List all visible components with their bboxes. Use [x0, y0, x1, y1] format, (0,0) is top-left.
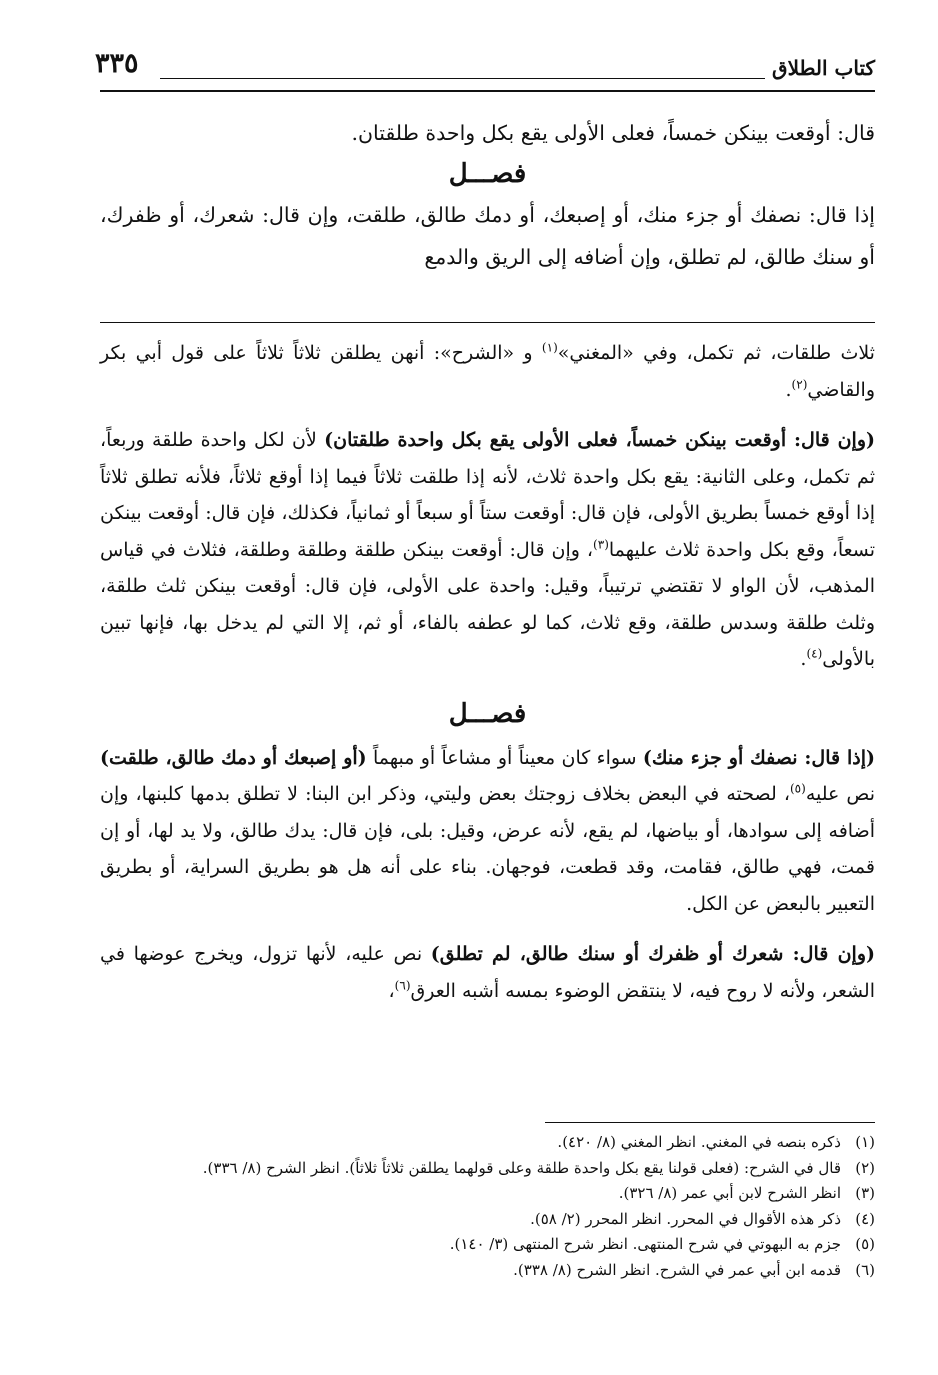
paragraph-gap [100, 922, 875, 936]
commentary-paragraph [100, 936, 875, 1009]
text-run: نص عليه [805, 783, 875, 805]
footnote-text: قدمه ابن أبي عمر في الشرح. انظر الشرح (٨/ ٣٣٨). [513, 1260, 841, 1279]
footnote-number: (٥) [855, 1235, 875, 1253]
footnote-number: (١) [855, 1133, 875, 1151]
footnote-number: (٢) [855, 1158, 875, 1177]
quoted-matn: (وإن قال: شعرك أو ظفرك أو سنك طالق، لم تطلق) [430, 943, 875, 965]
text-run: . [785, 378, 792, 401]
footnote [100, 1232, 875, 1258]
text-run: ، [388, 979, 395, 1002]
footnote [100, 1258, 875, 1284]
commentary-paragraph [100, 740, 875, 923]
main-text [100, 112, 875, 278]
matn-line: قال: أوقعت بينكن خمساً، فعلى الأولى يقع بكل واحدة طلقتان. [351, 121, 875, 145]
text-run: ، لصحته في البعض بخلاف زوجتك بعض وليتي، وذكر ابن البنا: لا تطلق بدمها كلبنها، وإن أضافه إلى سوادها، أو بياضها، لم يقع، لأنه عرض، وقيل: بلى، فإن قال: يدك طالق، ولا يد لها، أو إن قمت، فهي طالق، فقامت، وقد قطعت، فوجهان. بناء على أنه هل هو بطريق السراية، أو بطريق التعبير بالبعض عن الكل. [100, 783, 875, 915]
text-run: ، وإن قال: أوقعت بينكن طلقة وطلقة وطلقة، فثلاث في قياس المذهب، لأن الواو لا تقتضي ترتيباً، وقيل: واحدة على الأولى، فإن قال: أوقعت بينكن ثلث طلقة، وثلث طلقة وسدس طلقة، وقع ثلاث، كما لو عطفه بالفاء، أو ثم، إلا التي لم يدخل بها، فإنها تبين بالأولى [100, 538, 875, 670]
footnote-number: (٣) [855, 1184, 875, 1202]
commentary-separator [100, 322, 875, 323]
footnote [100, 1156, 875, 1182]
footnote-ref: (٦) [394, 978, 411, 993]
footnote-ref: (٣) [593, 537, 609, 552]
header-rule [160, 78, 765, 79]
text-run: و «الشرح»: أنهن يطلقن ثلاثاً ثلاثاً على قول أبي بكر والقاضي [100, 342, 875, 401]
footnote-ref: (٢) [791, 377, 808, 392]
section-heading: فصـــل [448, 159, 527, 189]
footnote-ref: (١) [541, 340, 558, 355]
quoted-matn: (أو إصبعك أو دمك طالق، طلقت) [100, 746, 367, 769]
commentary-paragraph [100, 335, 875, 408]
footnote-number: (٦) [855, 1260, 875, 1279]
footnote-separator [545, 1122, 875, 1123]
page-number: ٣٣٥ [95, 48, 139, 79]
paragraph-gap [100, 408, 875, 422]
footnote [100, 1207, 875, 1233]
footnote-text: ذكر هذه الأقوال في المحرر. انظر المحرر (٢/ ٥٨). [530, 1209, 841, 1228]
matn-paragraph: إذا قال: نصفك أو جزء منك، أو إصبعك، أو دمك طالق، طلقت، وإن قال: شعرك، أو ظفرك، أو سنك طالق، لم تطلق، وإن أضافه إلى الريق والدمع [100, 203, 875, 269]
footnote-text: قال في الشرح: (فعلى قولنا يقع بكل واحدة طلقة وعلى قولهما يطلقن ثلاثاً ثلاثاً). انظر الشرح (٨/ ٣٣٦). [202, 1158, 841, 1177]
footnotes [100, 1130, 875, 1283]
footnote [100, 1181, 875, 1207]
text-run: ثلاث طلقات، ثم تكمل، وفي «المغني» [557, 342, 875, 364]
running-header [95, 48, 875, 86]
quoted-matn: (إذا قال: نصفك أو جزء منك) [642, 746, 875, 769]
footnote [100, 1130, 875, 1156]
text-run: . [800, 648, 807, 670]
footnote-text: جزم به البهوتي في شرح المنتهى. انظر شرح المنتهى (٣/ ١٤٠). [449, 1235, 841, 1253]
footnote-text: انظر الشرح لابن أبي عمر (٨/ ٣٢٦). [618, 1184, 841, 1202]
commentary-text [100, 335, 875, 1009]
book-title: كتاب الطلاق [772, 56, 875, 80]
text-run: نص عليه، لأنها تزول، ويخرج عوضها في الشعر، ولأنه لا روح فيه، لا ينتقض الوضوء بمسه أشبه العرق [100, 943, 875, 1002]
footnote-number: (٤) [855, 1209, 875, 1228]
footnote-ref: (٥) [789, 781, 806, 796]
footnote-ref: (٤) [806, 646, 823, 661]
section-heading: فصـــل [448, 698, 527, 729]
document-page [95, 40, 876, 1350]
header-underline [100, 90, 875, 92]
text-run: لأن لكل واحدة طلقة وربعاً، ثم تكمل، وعلى الثانية: يقع بكل واحدة ثلاث، لأنه إذا طلقت ثلاثاً فيما إذا أوقع ثلاثاً، فلأنه تطلق ثلاثاً إذا أوقع خمساً بطريق الأولى، فإن قال: أوقعت ستاً أو سبعاً أو ثمانياً، فكذلك، فإن قال: أوقعت بينكن تسعاً، وقع بكل واحدة ثلاث عليهما [100, 429, 876, 561]
quoted-matn: (وإن قال: أوقعت بينكن خمساً، فعلى الأولى يقع بكل واحدة طلقتان) [324, 429, 875, 451]
text-run: سواء كان معيناً أو مشاعاً أو مبهماً [366, 746, 643, 769]
footnote-text: ذكره بنصه في المغني. انظر المغني (٨/ ٤٢٠). [557, 1133, 841, 1151]
commentary-paragraph [100, 422, 875, 678]
